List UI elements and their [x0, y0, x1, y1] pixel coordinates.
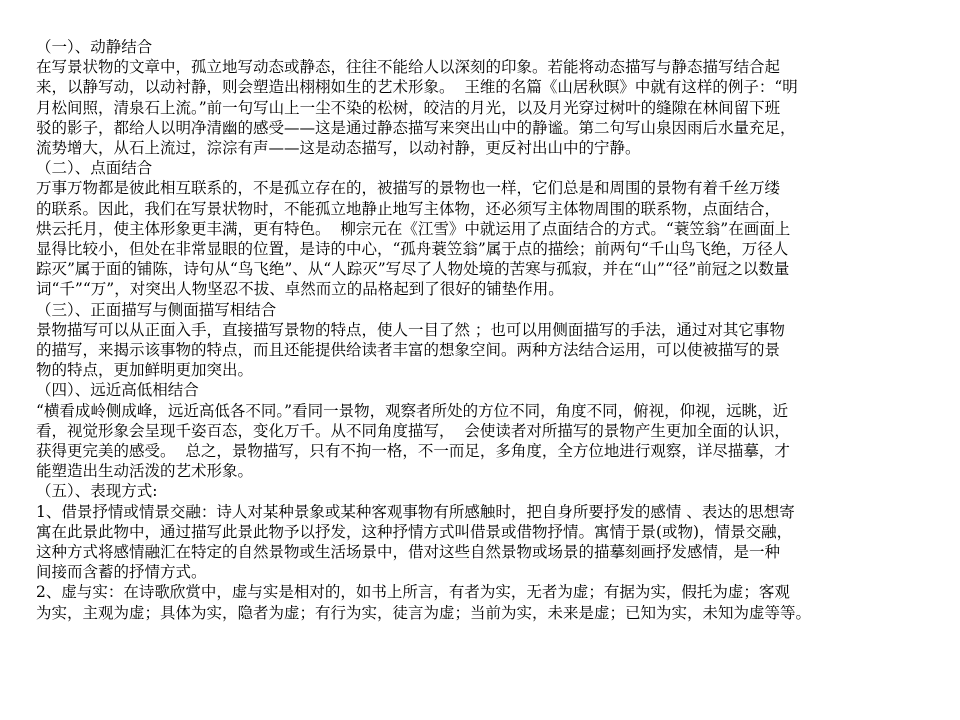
text-line: 景物描写可以从正面入手，直接描写景物的特点，使人一目了然 ；也可以用侧面描写的手法，通过对其它事物: [36, 320, 785, 339]
section-zhengce: [36, 300, 956, 381]
text-line: “横看成岭侧成峰，远近高低各不同。”看同一景物，观察者所处的方位不同，角度不同，俯视，仰视，远眺，近: [36, 401, 789, 420]
text-line: 来，以静写动，以动衬静，则会塑造出栩栩如生的艺术形象。 王维的名篇《山居秋暝》中就有这样的例子：“明: [36, 78, 798, 97]
text-line: 烘云托月，使主体形象更丰满，更有特色。 柳宗元在《江雪》中就运用了点面结合的方式。“蓑笠翁”在画面上: [36, 219, 791, 238]
text-line: 在写景状物的文章中，孤立地写动态或静态，往往不能给人以深刻的印象。若能将动态描写与静态描写结合起: [36, 58, 781, 77]
text-line: 月松间照，清泉石上流。”前一句写山上一尘不染的松树，皎洁的月光，以及月光穿过树叶的缝隙在林间留下班: [36, 98, 781, 117]
text-line: 的联系。因此，我们在写景状物时，不能孤立地静止地写主体物，还必须写主体物周围的联系物，点面结合，: [36, 199, 781, 218]
text-line: 1、借景抒情或情景交融：诗人对某种景象或某种客观事物有所感触时，把自身所要抒发的感情 、表达的思想寄: [36, 502, 795, 521]
text-line: 获得更完美的感受。 总之，景物描写，只有不拘一格，不一而足，多角度，全方位地进行观察，详尽描摹，才: [36, 442, 790, 461]
section-paragraph: [36, 320, 956, 381]
text-line: 能塑造出生动活泼的艺术形象。: [36, 462, 254, 481]
section-paragraph: [36, 401, 956, 482]
text-line: 万事万物都是彼此相互联系的，不是孤立存在的，被描写的景物也一样，它们总是和周围的景物有着千丝万缕: [36, 179, 781, 198]
section-paragraph: [36, 502, 956, 623]
text-line: 显得比较小，但处在非常显眼的位置，是诗的中心，“孤舟蓑笠翁”属于点的描绘；前两句“千山鸟飞绝，万径人: [36, 240, 789, 259]
section-heading: （五）、表现方式:: [36, 482, 158, 501]
section-yuanjin: [36, 380, 956, 481]
text-line: 这种方式将感情融汇在特定的自然景物或生活场景中，借对这些自然景物或场景的描摹刻画抒发感情，是一种: [36, 543, 781, 562]
text-line: 驳的影子，都给人以明净清幽的感受——这是通过静态描写来突出山中的静谧。第二句写山泉因雨后水量充足，: [36, 118, 796, 137]
text-line: 2、虚与实：在诗歌欣赏中，虚与实是相对的，如书上所言，有者为实，无者为虚；有据为实，假托为虚；客观: [36, 583, 790, 602]
section-dianmian: [36, 158, 956, 299]
text-line: 流势增大，从石上流过，淙淙有声——这是动态描写，以动衬静，更反衬出山中的宁静。: [36, 139, 641, 158]
section-paragraph: [36, 57, 956, 158]
text-line: 看，视觉形象会呈现千姿百态，变化万千。从不同角度描写， 会使读者对所描写的景物产生更加全面的认识，: [36, 421, 790, 440]
text-line: 为实，主观为虚；具体为实，隐者为虚；有行为实，徒言为虚；当前为实，未来是虚；已知为实，未知为虚等等。: [36, 603, 812, 622]
text-line: 踪灭”属于面的铺陈，诗句从“鸟飞绝”、从“人踪灭”写尽了人物处境的苦寒与孤寂，并在“山”“径”前冠之以数量: [36, 260, 790, 279]
section-heading: （一）、动静结合: [36, 38, 153, 56]
section-heading: （二）、点面结合: [36, 159, 153, 178]
text-line: 寓在此景此物中，通过描写此景此物予以抒发，这种抒情方式叫借景或借物抒情。寓情于景(或物)，情景交融，: [36, 522, 793, 541]
text-line: 物的特点，更加鲜明更加突出。: [36, 361, 254, 380]
text-line: 的描写，来揭示该事物的特点，而且还能提供给读者丰富的想象空间。两种方法结合运用，可以使被描写的景: [36, 341, 781, 360]
section-biaoxian: [36, 481, 956, 622]
section-paragraph: [36, 178, 956, 299]
section-heading: （四）、远近高低相结合: [36, 381, 199, 400]
slide-body: [36, 37, 956, 623]
text-line: 间接而含蓄的抒情方式。: [36, 563, 207, 582]
section-dongjing: [36, 37, 956, 158]
section-heading: （三）、正面描写与侧面描写相结合: [36, 300, 277, 319]
text-line: 词“千”“万”，对突出人物坚忍不拔、卓然而立的品格起到了很好的铺垫作用。: [36, 280, 564, 299]
